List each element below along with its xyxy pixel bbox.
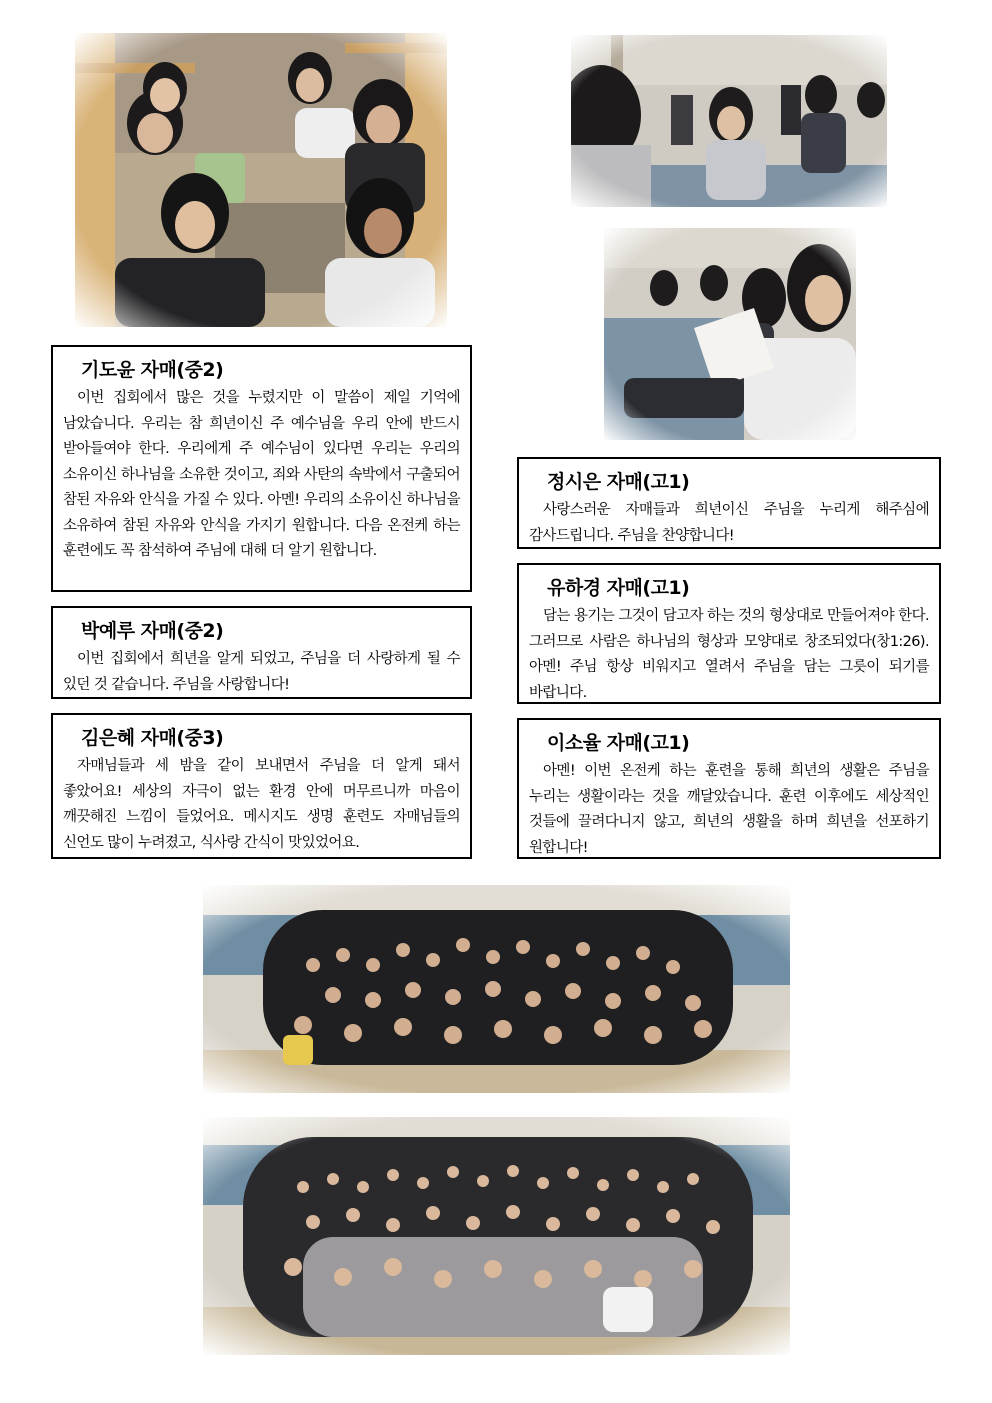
testimony-name: 이소율 자매(고1) xyxy=(547,732,690,754)
photo-dorm-girls xyxy=(75,33,447,327)
testimony-name: 박예루 자매(중2) xyxy=(81,620,224,642)
testimony-box-4 xyxy=(517,457,941,549)
testimony-text: 담는 용기는 그것이 담고자 하는 것의 형상대로 만들어져야 한다. 그러므로 사람은 하나님의 형상과 모양대로 창조되었다(창1:26). 아멘! 주님 항상 비워지고 열려서 주님을 담는 그릇이 되기를 바랍니다. xyxy=(529,608,929,701)
testimony-box-2 xyxy=(51,606,472,699)
testimony-box-5 xyxy=(517,563,941,704)
testimony-text: 자매님들과 세 밤을 같이 보내면서 주님을 더 알게 돼서 좋았어요! 세상의 자극이 없는 환경 안에 머무르니까 마음이 깨끗해진 느낌이 들었어요. 메시지도 생명 훈련도 자매님들의 신언도 많이 누려졌고, 식사랑 간식이 맛있었어요. xyxy=(63,758,460,851)
testimony-name: 정시은 자매(고1) xyxy=(547,471,690,493)
testimony-text: 사랑스러운 자매들과 희년이신 주님을 누리게 해주심에 감사드립니다. 주님을 찬양합니다! xyxy=(529,502,929,544)
testimony-name: 김은혜 자매(중3) xyxy=(81,727,224,749)
testimony-box-3 xyxy=(51,713,472,859)
photo-group-boys xyxy=(203,885,790,1093)
photo-group-girls xyxy=(203,1117,790,1355)
photo-class-side xyxy=(571,35,887,207)
testimony-text: 아멘! 이번 온전케 하는 훈련을 통해 희년의 생활은 주님을 누리는 생활이라는 것을 깨달았습니다. 훈련 이후에도 세상적인 것들에 끌려다니지 않고, 희년의 생활을 하며 희년을 선포하기 원합니다! xyxy=(529,763,929,856)
photo-girl-reading xyxy=(604,228,856,440)
testimony-name: 기도윤 자매(중2) xyxy=(81,359,224,381)
testimony-name: 유하경 자매(고1) xyxy=(547,577,690,599)
testimony-text: 이번 집회에서 희년을 알게 되었고, 주님을 더 사랑하게 될 수 있던 것 같습니다. 주님을 사랑합니다! xyxy=(63,651,460,693)
testimony-box-1 xyxy=(51,345,472,592)
testimony-text: 이번 집회에서 많은 것을 누렸지만 이 말씀이 제일 기억에 남았습니다. 우리는 참 희년이신 주 예수님을 우리 안에 반드시 받아들여야 한다. 우리에게 주 예수님이 있다면 우리는 우리의 소유이신 하나님을 소유한 것이고, 죄와 사탄의 속박에서 구출되어 참된 자유와 안식을 가질 수 있다. 아멘! 우리의 소유이신 하나님을 소유하여 참된 자유와 안식을 가지기 원합니다. 다음 온전케 하는 훈련에도 꼭 참석하여 주님에 대해 더 알기 원합니다. xyxy=(63,390,460,559)
testimony-box-6 xyxy=(517,718,941,859)
